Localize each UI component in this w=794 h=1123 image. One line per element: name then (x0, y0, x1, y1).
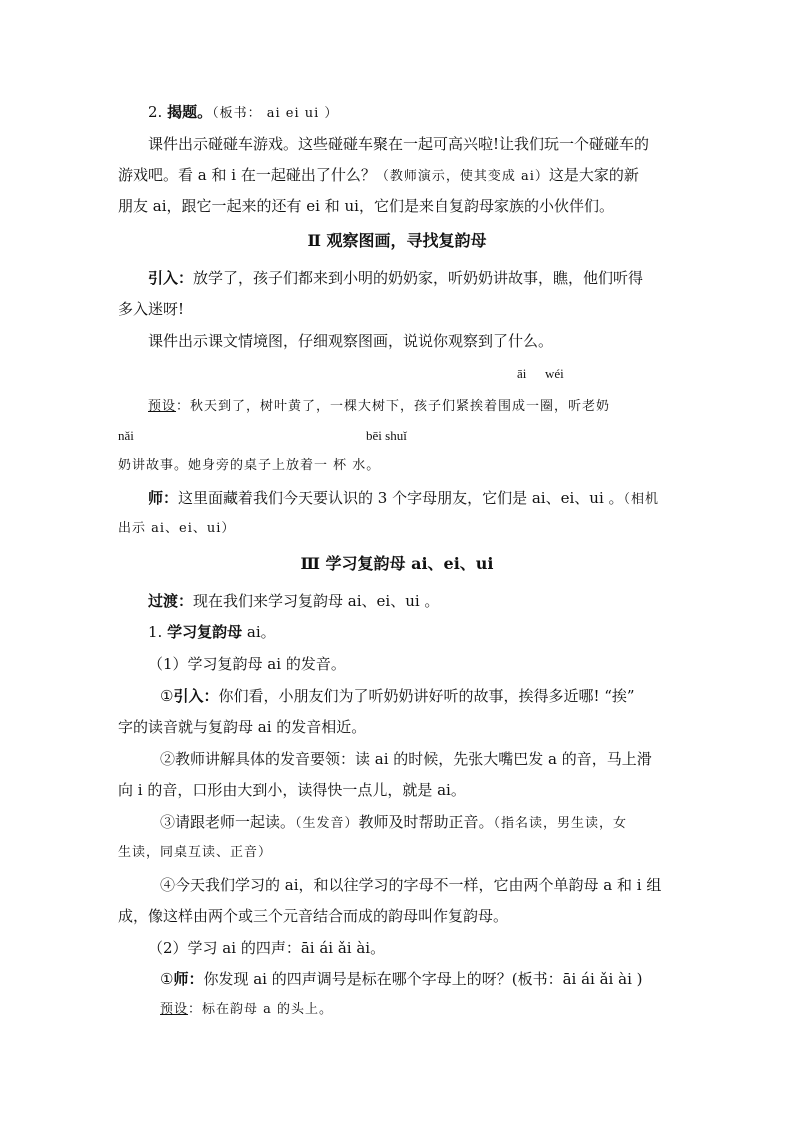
preset-2-line (160, 1000, 333, 1020)
preset-text: ：秋天到了，树叶黄了，一棵大树下，孩子们紧挨着围成一圈，听老奶 (176, 399, 611, 414)
preset-line-1 (148, 397, 610, 417)
heading-learn: Ⅲ 学习复韵母 ai、ei、ui (300, 554, 494, 573)
step-3-note-2: （指名读，男生读，女 (493, 816, 628, 831)
tone-teacher-label: 师： (173, 970, 204, 988)
teacher-line-1 (148, 488, 659, 510)
teacher-demo-note: （教师演示，使其变成 ai） (375, 169, 549, 184)
pinyin-ai: āi (517, 366, 527, 381)
preset-label: 预设 (148, 399, 177, 414)
intro-text: 游戏吧。看 a 和 i 在一起碰出了什么？ (118, 166, 376, 184)
step-3-text-2: 教师及时帮助正音。 (358, 813, 494, 831)
step-1-line-2: 字的读音就与复韵母 ai 的发音相近。 (118, 718, 367, 736)
intro-label: 引入： (148, 269, 194, 287)
section-1-label: 学习复韵母 (167, 623, 243, 641)
section-2-line (148, 102, 338, 124)
intro-line-1: 课件出示碰碰车游戏。这些碰碰车聚在一起可高兴啦!让我们玩一个碰碰车的 (148, 135, 650, 153)
transition-line (148, 591, 439, 611)
teacher-line-2: 出示 ai、ei、ui） (118, 521, 236, 536)
step-1-number: ① (160, 687, 174, 705)
preset-2-text: ：标在韵母 a 的头上。 (188, 1002, 334, 1017)
teacher-label: 师： (148, 489, 179, 507)
intro-line-3: 朋友 ai，跟它一起来的还有 ei 和 ui，它们是来自复韵母家族的小伙伴们。 (118, 197, 614, 215)
intro-line-2 (118, 165, 639, 187)
intro-text-end: 这是大家的新 (548, 166, 639, 184)
step-3-text: ③请跟老师一起读。 (160, 813, 296, 831)
pinyin-wei: wéi (545, 366, 564, 381)
tone-number: ① (160, 970, 174, 988)
step-1-label: 引入： (173, 687, 219, 705)
transition-label: 过渡： (148, 592, 194, 610)
section-1-rest: ai。 (242, 623, 276, 641)
board-note: （板书： ai ei ui ） (212, 106, 339, 121)
pinyin-nai: nǎi (118, 428, 134, 443)
preset-line-2: 奶讲故事。她身旁的桌子上放着一 杯 水。 (118, 458, 381, 473)
teacher-note: （相机 (623, 492, 660, 507)
observe-line-3: 课件出示课文情境图，仔细观察图画，说说你观察到了什么。 (148, 332, 554, 350)
part-2-heading: （2）学习 ai 的四声：āi ái ǎi ài。 (148, 939, 386, 957)
tone-text: 你发现 ai 的四声调号是标在哪个字母上的呀？(板书：āi ái ǎi ài ) (203, 970, 643, 988)
teacher-text: 这里面藏着我们今天要认识的 3 个字母朋友，它们是 ai、ei、ui 。 (178, 489, 624, 507)
step-1-line-1 (160, 686, 635, 706)
step-4-line-1: ④今天我们学习的 ai，和以往学习的字母不一样，它由两个单韵母 a 和 i 组 (160, 876, 662, 894)
observe-line-1 (148, 268, 643, 288)
step-1-text: 你们看，小朋友们为了听奶奶讲好听的故事，挨得多近哪! “挨” (218, 687, 635, 705)
heading-observe: Ⅱ 观察图画，寻找复韵母 (307, 231, 487, 250)
pinyin-bei-shui: bēi shuǐ (366, 428, 407, 443)
step-3-line-2: 生读，同桌互读、正音） (118, 845, 273, 860)
part-1-heading: （1）学习复韵母 ai 的发音。 (148, 655, 346, 673)
transition-text: 现在我们来学习复韵母 ai、ei、ui 。 (193, 592, 440, 610)
step-2-line-2: 向 i 的音，口形由大到小，读得快一点儿，就是 ai。 (118, 781, 466, 799)
section-label: 揭题。 (167, 103, 213, 121)
observe-text: 放学了，孩子们都来到小明的奶奶家，听奶奶讲故事，瞧，他们听得 (193, 269, 644, 287)
section-1-number: 1. (148, 623, 163, 641)
section-number: 2. (148, 103, 163, 121)
preset-2-label: 预设 (160, 1002, 189, 1017)
observe-line-2: 多入迷呀! (118, 300, 185, 318)
section-1-line (148, 622, 276, 642)
step-3-note-1: （生发音） (295, 816, 359, 831)
tone-line (160, 969, 643, 989)
step-4-line-2: 成，像这样由两个或三个元音结合而成的韵母叫作复韵母。 (118, 907, 509, 925)
step-2-line-1: ②教师讲解具体的发音要领：读 ai 的时候，先张大嘴巴发 a 的音，马上滑 (160, 750, 652, 768)
step-3-line-1 (160, 812, 627, 834)
